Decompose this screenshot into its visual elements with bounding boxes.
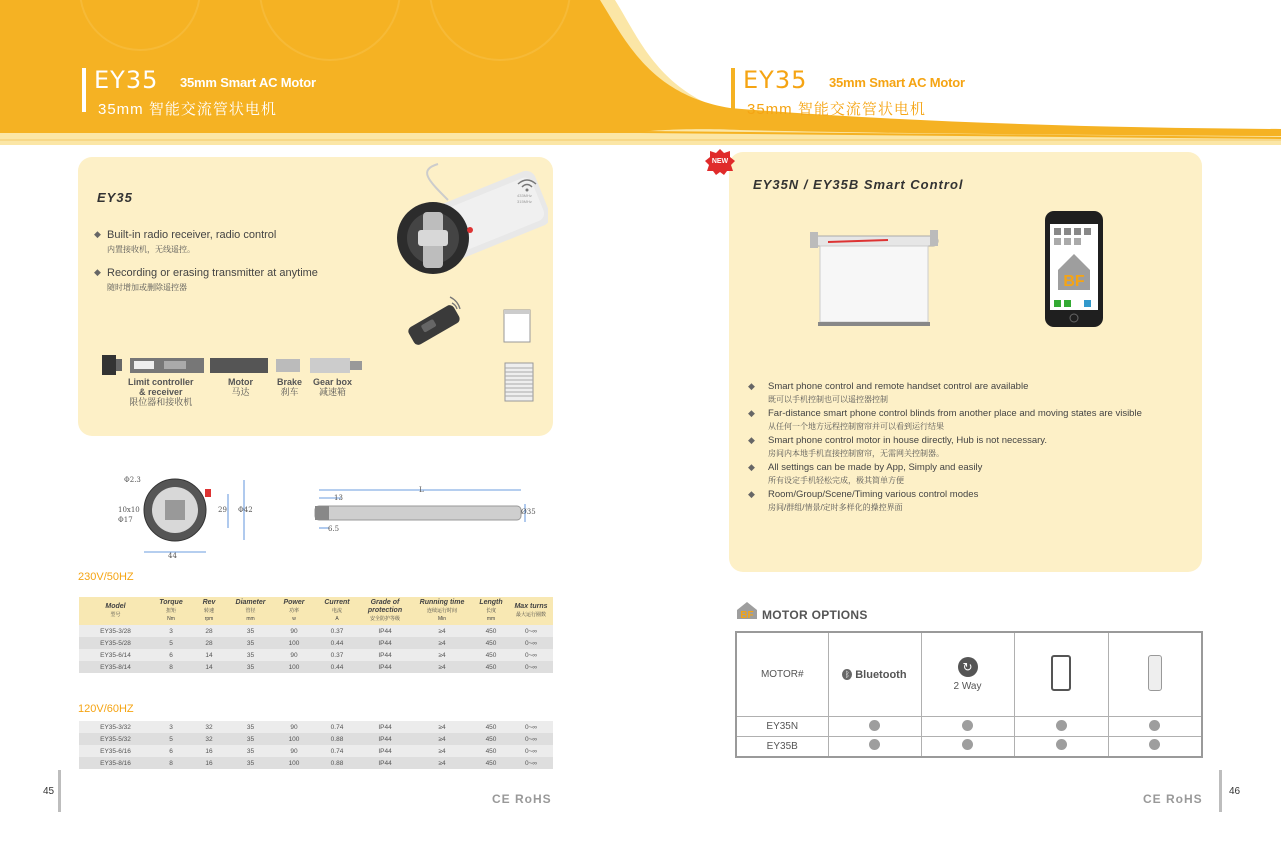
options-header-2way: ↻ 2 Way xyxy=(921,632,1014,717)
bluetooth-icon: ᛒ xyxy=(842,669,852,680)
model-subtitle: 35mm Smart AC Motor xyxy=(180,75,316,90)
feature-bullet: ◆ Smart phone control and remote handset control are available 既可以手机控制也可以遥控器控制 xyxy=(748,381,1029,404)
dim-13: 13 xyxy=(334,494,343,502)
section-120v: 120V/60HZ xyxy=(78,703,134,715)
table-cell: 6 xyxy=(152,649,190,661)
part-label-brake: Brake 刹车 xyxy=(277,377,303,397)
options-cell xyxy=(1014,736,1108,757)
feature-bullet: ◆ All settings can be made by App, Simply and easily 所有设定手机轻松完成，极其简单方便 xyxy=(748,462,983,485)
table-cell: 90 xyxy=(273,745,315,757)
table-cell: 0~∞ xyxy=(509,661,553,673)
table-row xyxy=(79,661,553,673)
cert-mark: CE RoHS xyxy=(492,792,552,806)
table-cell: 0.44 xyxy=(315,661,359,673)
table-cell: 100 xyxy=(273,637,315,649)
table-cell: 35 xyxy=(228,745,273,757)
table-cell: 5 xyxy=(152,637,190,649)
options-header-phone xyxy=(1014,632,1108,717)
table-cell: 0.74 xyxy=(315,745,359,757)
table-cell: IP44 xyxy=(359,745,411,757)
table-cell: ≥4 xyxy=(411,733,473,745)
options-cell xyxy=(1014,717,1108,737)
table-row xyxy=(79,733,553,745)
page-number: 46 xyxy=(1229,786,1241,797)
table-cell: EY35-5/28 xyxy=(79,637,152,649)
brand-bar xyxy=(82,68,86,112)
table-cell: 100 xyxy=(273,733,315,745)
options-header-motor: MOTOR# xyxy=(736,632,828,717)
motor-parts-strip xyxy=(100,352,365,380)
table-cell: 35 xyxy=(228,649,273,661)
page-bar xyxy=(58,770,61,812)
table-cell: 0~∞ xyxy=(509,733,553,745)
table-row xyxy=(79,637,553,649)
feature-bullet: ◆ Built-in radio receiver, radio control 内置接收机，无线遥控。 xyxy=(94,229,277,254)
table-cell: ≥4 xyxy=(411,757,473,769)
page-number: 45 xyxy=(43,786,55,797)
table-header: Rev 转速 rpm xyxy=(202,599,216,622)
table-cell: EY35-3/32 xyxy=(79,721,152,733)
table-cell: 450 xyxy=(473,757,509,769)
table-header: Max turns 最大运行圈数 xyxy=(514,603,548,618)
available-dot-icon xyxy=(869,739,880,750)
dim-phi17: Φ17 xyxy=(118,516,133,524)
table-cell: 32 xyxy=(190,733,228,745)
model-subtitle-cn: 35mm 智能交流管状电机 xyxy=(747,101,926,118)
table-cell: 450 xyxy=(473,721,509,733)
table-cell: 6 xyxy=(152,745,190,757)
table-cell: 28 xyxy=(190,637,228,649)
available-dot-icon xyxy=(962,720,973,731)
table-cell: EY35-5/32 xyxy=(79,733,152,745)
model-subtitle-cn: 35mm 智能交流管状电机 xyxy=(98,101,277,118)
table-cell: 450 xyxy=(473,649,509,661)
options-cell xyxy=(1108,717,1202,737)
table-cell: 450 xyxy=(473,625,509,637)
table-cell: 90 xyxy=(273,649,315,661)
table-row xyxy=(79,649,553,661)
smartphone-illustration xyxy=(1044,210,1104,328)
table-cell: 450 xyxy=(473,637,509,649)
table-cell: IP44 xyxy=(359,661,411,673)
table-cell: EY35-8/14 xyxy=(79,661,152,673)
panel-title: EY35 xyxy=(97,190,133,205)
dim-height: 29 xyxy=(218,506,227,514)
table-cell: IP44 xyxy=(359,733,411,745)
table-cell: 0.37 xyxy=(315,625,359,637)
page-bar xyxy=(1219,770,1222,812)
table-cell: IP44 xyxy=(359,721,411,733)
table-cell: ≥4 xyxy=(411,721,473,733)
table-cell: 5 xyxy=(152,733,190,745)
wifi-icon xyxy=(516,178,538,192)
table-cell: 0~∞ xyxy=(509,637,553,649)
table-cell: 35 xyxy=(228,721,273,733)
remote-illustration xyxy=(402,293,472,353)
table-row xyxy=(79,757,553,769)
table-row xyxy=(79,625,553,637)
table-cell: 16 xyxy=(190,745,228,757)
options-model: EY35N xyxy=(736,717,828,737)
feature-bullet: ◆ Far-distance smart phone control blinds from another place and moving states are visible 从任何一个地方远程控制窗帘并可以看到运行结果 xyxy=(748,408,1142,431)
dim-length: L xyxy=(419,486,424,494)
new-badge-text: NEW xyxy=(711,158,729,165)
feature-bullet: ◆ Smart phone control motor in house directly, Hub is not necessary. 房间内本地手机直接控制窗帘，无需网关控制器。 xyxy=(748,435,1047,458)
table-cell: 100 xyxy=(273,757,315,769)
table-cell: ≥4 xyxy=(411,625,473,637)
svg-text:BF: BF xyxy=(740,610,754,620)
dim-6-5: 6.5 xyxy=(328,525,340,533)
remote-icon xyxy=(1148,655,1162,691)
venetian-blind-icon xyxy=(504,362,534,402)
table-cell: 32 xyxy=(190,721,228,733)
feature-bullet: ◆ Recording or erasing transmitter at anytime 随时增加或删除遥控器 xyxy=(94,267,318,292)
section-230v: 230V/50HZ xyxy=(78,571,134,583)
dim-35: Ø35 xyxy=(521,508,536,516)
available-dot-icon xyxy=(1056,720,1067,731)
spec-table-230v xyxy=(79,597,553,673)
table-cell: 0~∞ xyxy=(509,721,553,733)
dim-width: 44 xyxy=(168,552,177,560)
options-cell xyxy=(828,717,921,737)
motor-options-title: MOTOR OPTIONS xyxy=(762,608,868,622)
motor-options-table xyxy=(735,631,1203,758)
table-header: Model 型号 xyxy=(105,603,126,618)
feature-bullet: ◆ Room/Group/Scene/Timing various control modes 房间/群组/情景/定时多样化的操控界面 xyxy=(748,489,979,512)
table-cell: IP44 xyxy=(359,649,411,661)
dim-phi: Φ2.3 xyxy=(124,476,141,484)
options-header-bluetooth: ᛒ Bluetooth xyxy=(828,632,921,717)
options-model: EY35B xyxy=(736,736,828,757)
table-cell: 14 xyxy=(190,649,228,661)
table-header: Current 电流 A xyxy=(324,599,350,622)
part-label-limit: Limit controller & receiver 限位器和接收机 xyxy=(128,377,194,407)
roller-shade-icon xyxy=(500,308,534,344)
table-cell: IP44 xyxy=(359,757,411,769)
model-title: EY35 xyxy=(94,66,159,94)
roller-blind-illustration xyxy=(808,228,940,330)
table-cell: 450 xyxy=(473,733,509,745)
table-cell: 0.88 xyxy=(315,757,359,769)
table-cell: 100 xyxy=(273,661,315,673)
phone-icon xyxy=(1051,655,1071,691)
table-cell: 90 xyxy=(273,625,315,637)
available-dot-icon xyxy=(869,720,880,731)
cert-mark: CE RoHS xyxy=(1143,792,1203,806)
options-cell xyxy=(921,717,1014,737)
available-dot-icon xyxy=(1149,739,1160,750)
options-row xyxy=(736,736,1202,757)
available-dot-icon xyxy=(962,739,973,750)
brand-bar xyxy=(731,68,735,112)
bf-logo-icon xyxy=(735,600,759,620)
options-cell xyxy=(828,736,921,757)
two-way-icon: ↻ xyxy=(958,657,978,677)
table-cell: IP44 xyxy=(359,625,411,637)
options-cell xyxy=(1108,736,1202,757)
table-cell: ≥4 xyxy=(411,649,473,661)
table-header: Grade of protection 安全防护等级 xyxy=(367,599,403,622)
table-cell: EY35-3/28 xyxy=(79,625,152,637)
table-row xyxy=(79,721,553,733)
table-cell: 35 xyxy=(228,757,273,769)
table-cell: 450 xyxy=(473,661,509,673)
panel-title: EY35N / EY35B Smart Control xyxy=(753,177,964,192)
table-cell: 28 xyxy=(190,625,228,637)
part-label-gearbox: Gear box 减速箱 xyxy=(313,377,353,397)
table-cell: 16 xyxy=(190,757,228,769)
table-cell: 0.37 xyxy=(315,649,359,661)
header-wave xyxy=(0,0,1281,145)
table-cell: 0~∞ xyxy=(509,625,553,637)
table-cell: ≥4 xyxy=(411,637,473,649)
table-header: Power 功率 w xyxy=(283,599,305,622)
table-cell: 450 xyxy=(473,745,509,757)
svg-text:BF: BF xyxy=(1063,273,1085,290)
table-cell: 14 xyxy=(190,661,228,673)
table-cell: 35 xyxy=(228,661,273,673)
table-header: Torque 扭矩 Nm xyxy=(159,599,183,622)
table-cell: EY35-8/16 xyxy=(79,757,152,769)
table-cell: 35 xyxy=(228,733,273,745)
table-cell: EY35-6/14 xyxy=(79,649,152,661)
table-cell: 35 xyxy=(228,637,273,649)
table-cell: IP44 xyxy=(359,637,411,649)
spec-table-120v xyxy=(79,721,553,769)
table-header: Length 长度 mm xyxy=(479,599,503,622)
table-header: Diameter 管径 mm xyxy=(235,599,266,622)
table-cell: 3 xyxy=(152,625,190,637)
table-cell: 0~∞ xyxy=(509,649,553,661)
table-cell: 0~∞ xyxy=(509,757,553,769)
options-row xyxy=(736,717,1202,737)
table-cell: EY35-6/16 xyxy=(79,745,152,757)
table-cell: ≥4 xyxy=(411,661,473,673)
table-cell: 35 xyxy=(228,625,273,637)
model-subtitle: 35mm Smart AC Motor xyxy=(829,75,965,90)
dim-phi42: Φ42 xyxy=(238,506,253,514)
table-cell: 3 xyxy=(152,721,190,733)
table-cell: 0.88 xyxy=(315,733,359,745)
freq-labels: 433MHz 315MHz xyxy=(517,193,532,204)
options-cell xyxy=(921,736,1014,757)
available-dot-icon xyxy=(1149,720,1160,731)
table-cell: 0.74 xyxy=(315,721,359,733)
table-row xyxy=(79,745,553,757)
table-cell: 90 xyxy=(273,721,315,733)
options-header-remote xyxy=(1108,632,1202,717)
model-title: EY35 xyxy=(743,66,808,94)
table-cell: 8 xyxy=(152,757,190,769)
table-cell: 0~∞ xyxy=(509,745,553,757)
table-cell: 0.44 xyxy=(315,637,359,649)
dim-square: 10x10 xyxy=(118,506,140,514)
table-cell: ≥4 xyxy=(411,745,473,757)
part-label-motor: Motor 马达 xyxy=(228,377,253,397)
table-header: Running time 连续运行时间 Min xyxy=(419,599,465,622)
table-cell: 8 xyxy=(152,661,190,673)
available-dot-icon xyxy=(1056,739,1067,750)
